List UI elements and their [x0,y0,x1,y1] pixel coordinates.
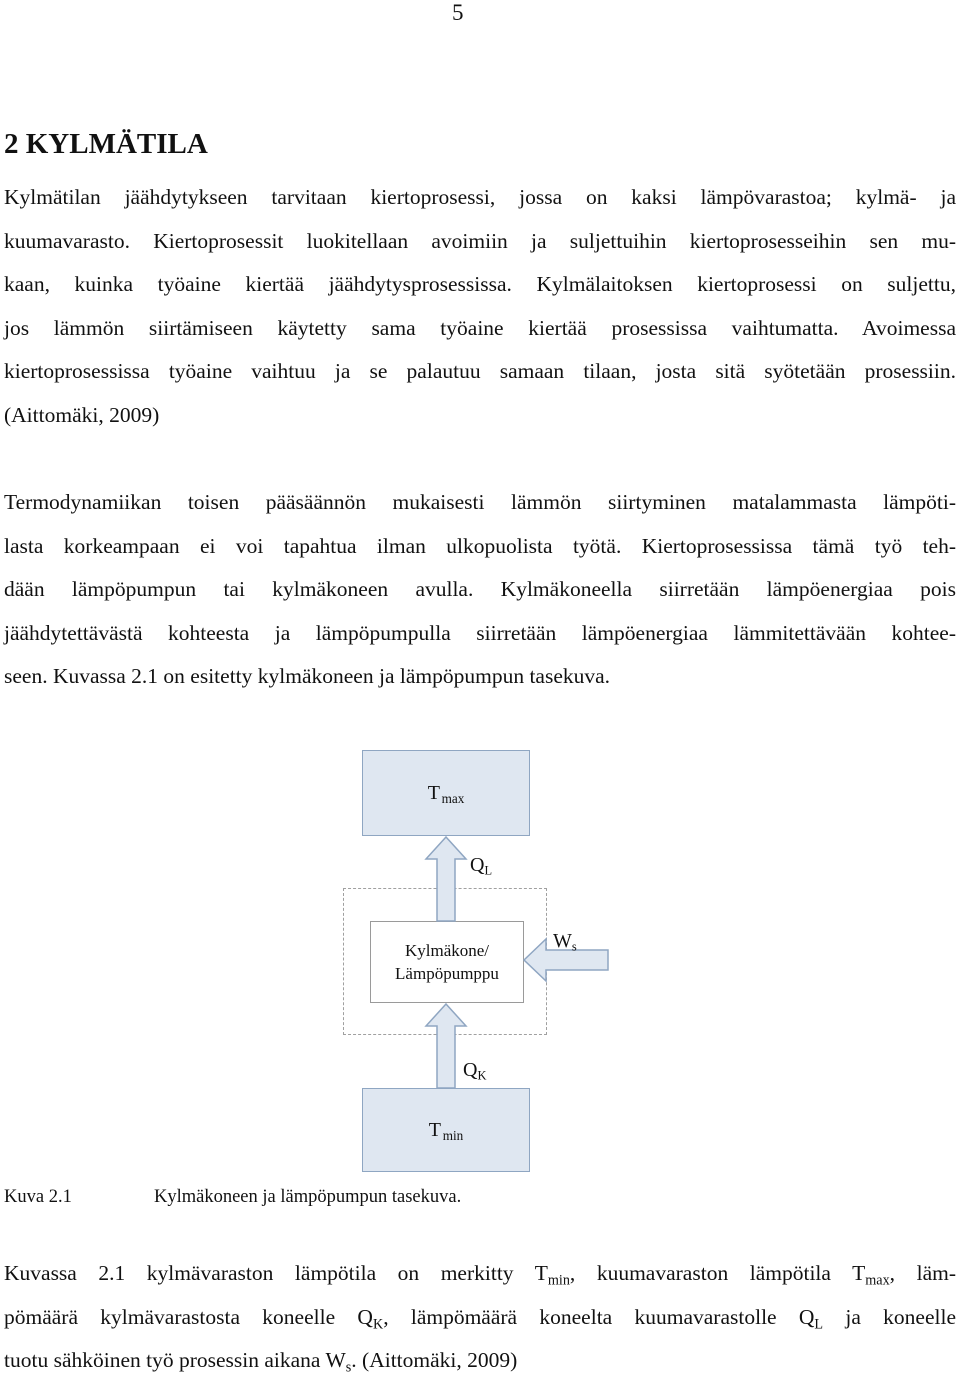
machine-label-line1: Kylmäkone/ [404,941,490,960]
text-line: dään lämpöpumpun tai kylmäkoneen avulla. Kylmäkoneella siirretään lämpöenergiaa pois [4,577,956,601]
figure-caption-text: Kylmäkoneen ja lämpöpumpun tasekuva. [154,1187,462,1207]
hot-reservoir-box [362,750,530,836]
machine-box [370,921,524,1003]
ql-label: $Q_L$ [470,854,493,878]
paragraph-thermodynamics [4,481,956,699]
machine-label-line2: Lämpöpumppu [395,964,499,983]
text-line: pömäärä kylmävarastosta koneelle $Q_K$, lämpömäärä koneelta kuumavarastolle $Q_L$ ja koneelle [4,1304,956,1332]
text-line: Kuvassa 2.1 kylmävaraston lämpötila on merkitty $T_{min}$, kuumavaraston lämpötila $T_{max}$, läm- [4,1261,956,1289]
paragraph-explanation [4,1252,956,1383]
qk-arrow-icon [424,1003,468,1089]
text-line: kaan, kuinka työaine kiertää jäähdytysprosessissa. Kylmälaitoksen kiertoprosessi on suljettu, [4,272,956,296]
text-line: jäähdytettävästä kohteesta ja lämpöpumpulla siirretään lämpöenergiaa lämmitettävään kohtee- [4,620,956,645]
text-line: seen. Kuvassa 2.1 on esitetty kylmäkoneen ja lämpöpumpun tasekuva. [4,664,611,688]
paragraph-intro [4,176,956,437]
page-number: 5 [452,0,464,25]
text-line: Termodynamiikan toisen pääsäännön mukaisesti lämmön siirtyminen matalammasta lämpöti- [4,490,956,514]
section-heading: 2 KYLMÄTILA [4,128,208,160]
cold-reservoir-box [362,1088,530,1172]
figure-caption-label: Kuva 2.1 [4,1187,72,1207]
ws-label: $W_s$ [553,930,577,954]
text-line: jos lämmön siirtämiseen käytetty sama työaine kiertää prosessissa vaihtumatta. Avoimessa [4,315,956,340]
text-line: Kylmätilan jäähdytykseen tarvitaan kiertoprosessi, jossa on kaksi lämpövarastoa; kylmä- ja [4,185,956,209]
text-line: lasta korkeampaan ei voi tapahtua ilman ulkopuolista työtä. Kiertoprosessissa tämä työ teh- [4,533,956,558]
text-line: tuotu sähköinen työ prosessin aikana $W_s$. (Aittomäki, 2009) [4,1348,518,1376]
text-line: kiertoprosessissa työaine vaihtuu ja se palautuu samaan tilaan, josta sitä syötetään prosessiin. [4,359,956,383]
text-line: kuumavarasto. Kiertoprosessit luokitellaan avoimiin ja suljettuihin kiertoprosesseihin sen mu- [4,228,956,253]
qk-label: $Q_K$ [463,1059,487,1083]
text-line: (Aittomäki, 2009) [4,402,160,427]
ql-arrow-icon [424,836,468,922]
tmin-label: T $_{min}$ [428,1118,464,1143]
tmax-label: T $_{max}$ [427,781,465,806]
